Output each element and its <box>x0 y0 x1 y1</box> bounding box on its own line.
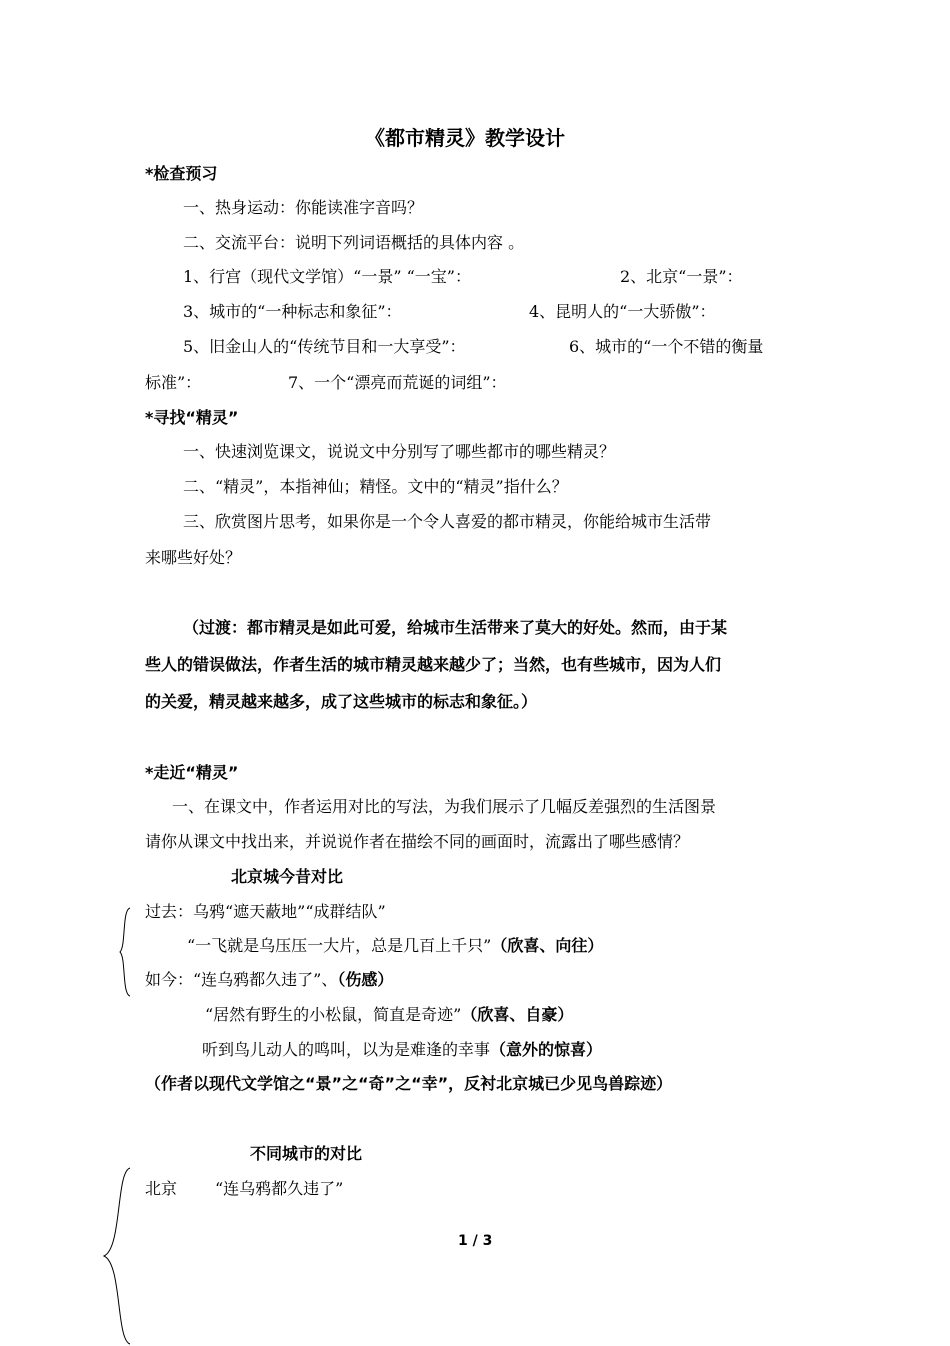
past-quote: “一飞就是乌压压一大片，总是几百上千只” <box>187 936 492 955</box>
find-question-3b: 来哪些好处？ <box>145 548 242 567</box>
preview-item-1: 1、行宫（现代文学馆）“一景” “一宝”： <box>183 267 471 286</box>
preview-question-2: 二、交流平台：说明下列词语概括的具体内容 。 <box>183 233 525 252</box>
past-line-2 <box>187 938 603 954</box>
page-title: 《都市精灵》教学设计 <box>365 126 565 150</box>
approach-question-1a: 一、在课文中，作者运用对比的写法，为我们展示了几幅反差强烈的生活图景 <box>172 797 717 816</box>
transition-line-1: （过渡：都市精灵是如此可爱，给城市生活带来了莫大的好处。然而，由于某 <box>183 618 728 637</box>
preview-item-6b: 标准”： <box>145 373 202 392</box>
transition-line-2: 些人的错误做法，作者生活的城市精灵越来越少了；当然，也有些城市，因为人们 <box>145 655 722 674</box>
past-emotion: （欣喜、向往） <box>491 936 604 955</box>
preview-item-2: 2、北京“一景”： <box>620 267 743 286</box>
preview-item-5: 5、旧金山人的“传统节目和一大享受”： <box>183 337 466 356</box>
approach-question-1b: 请你从课文中找出来，并说说作者在描绘不同的画面时，流露出了哪些感情？ <box>145 832 690 851</box>
transition-line-3: 的关爱，精灵越来越多，成了这些城市的标志和象征。） <box>145 692 538 711</box>
left-brace-2 <box>100 1166 136 1346</box>
now2-quote: “居然有野生的小松鼠，简直是奇迹” <box>205 1005 462 1024</box>
find-question-2: 二、“精灵”，本指神仙；精怪。文中的“精灵”指什么？ <box>183 477 568 496</box>
now-line-2 <box>205 1007 573 1023</box>
subheading-cities: 不同城市的对比 <box>250 1144 363 1163</box>
preview-question-1: 一、热身运动：你能读准字音吗？ <box>183 198 424 217</box>
left-brace-1 <box>116 906 136 998</box>
city-beijing-label: 北京 <box>145 1179 178 1198</box>
find-question-1: 一、快速浏览课文，说说文中分别写了哪些都市的哪些精灵？ <box>183 442 616 461</box>
section-heading-find: *寻找“精灵” <box>145 408 239 427</box>
conclusion-line: （作者以现代文学馆之“景”之“奇”之“幸”，反衬北京城已少见鸟兽踪迹） <box>145 1074 673 1093</box>
now3-emotion: （意外的惊喜） <box>490 1040 603 1059</box>
now-line-1 <box>145 972 393 988</box>
section-heading-preview: *检查预习 <box>145 164 218 183</box>
now-line-3 <box>202 1042 602 1058</box>
find-question-3a: 三、欣赏图片思考，如果你是一个令人喜爱的都市精灵，你能给城市生活带 <box>183 512 712 531</box>
preview-item-4: 4、昆明人的“一大骄傲”： <box>529 302 716 321</box>
now3-text: 听到鸟儿动人的鸣叫，以为是难逢的幸事 <box>202 1040 491 1059</box>
past-line-1: 过去：乌鸦“遮天蔽地”“成群结队” <box>145 902 386 921</box>
subheading-beijing: 北京城今昔对比 <box>231 867 344 886</box>
preview-item-6a: 6、城市的“一个不错的衡量 <box>569 337 764 356</box>
city-beijing-quote: “连乌鸦都久违了” <box>215 1179 344 1198</box>
section-heading-approach: *走近“精灵” <box>145 763 239 782</box>
now2-emotion: （欣喜、自豪） <box>461 1005 574 1024</box>
now-emotion: （伤感） <box>337 970 394 989</box>
now-quote: 如今：“连乌鸦都久违了”、 <box>145 970 338 989</box>
preview-item-3: 3、城市的“一种标志和象征”： <box>183 302 402 321</box>
page-number: 1 / 3 <box>458 1233 493 1249</box>
preview-item-7: 7、一个“漂亮而荒诞的词组”： <box>288 373 507 392</box>
